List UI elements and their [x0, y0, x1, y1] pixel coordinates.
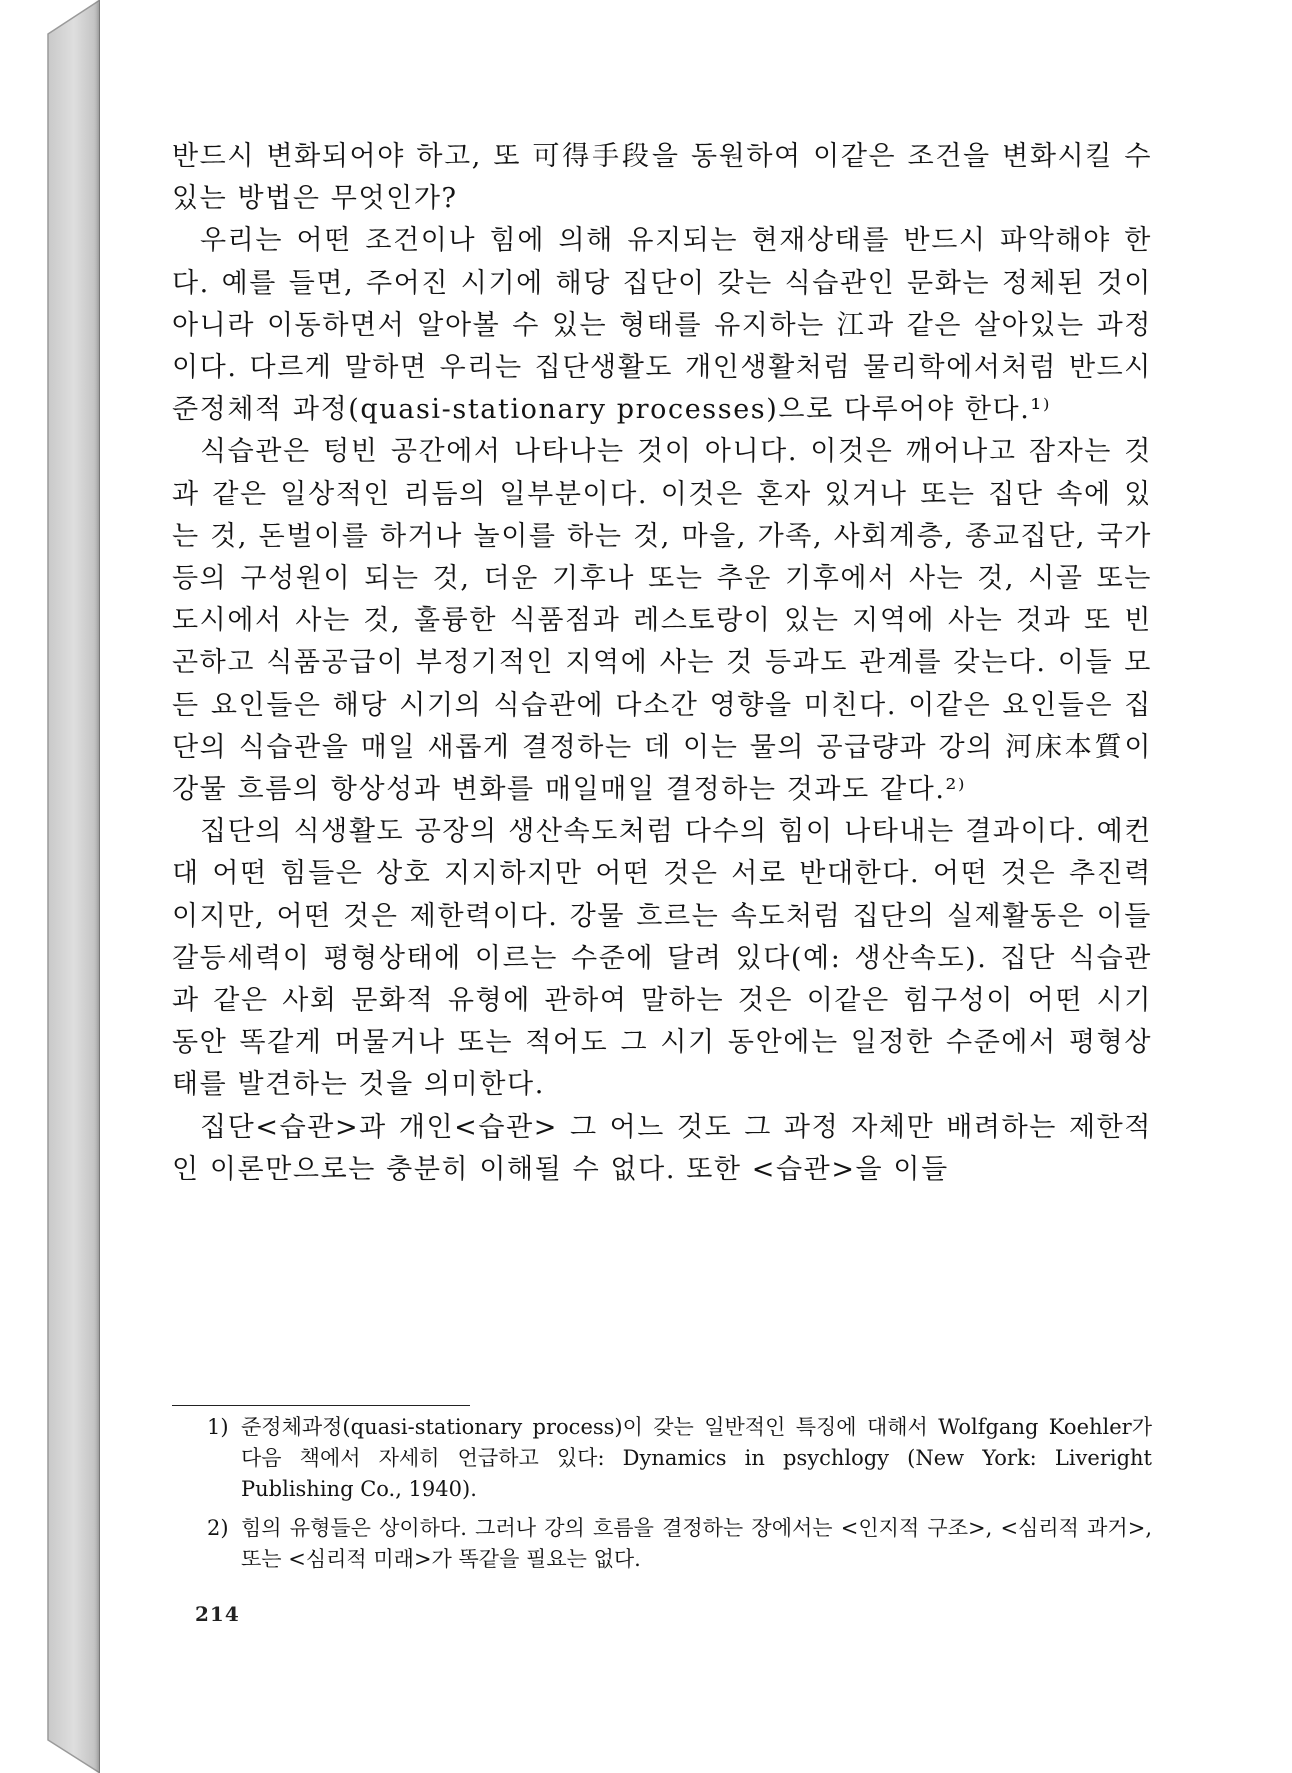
page-number: 214	[195, 1602, 240, 1626]
paragraph: 식습관은 텅빈 공간에서 나타나는 것이 아니다. 이것은 깨어나고 잠자는 것과 같은 일상적인 리듬의 일부분이다. 이것은 혼자 있거나 또는 집단 속에 있는 것, 돈벌이를 하거나 놀이를 하는 것, 마을, 가족, 사회계층, 종교집단, 국가 등의 구성원이 되는 것, 더운 기후나 또는 추운 기후에서 사는 것, 시골 또는 도시에서 사는 것, 훌륭한 식품점과 레스토랑이 있는 지역에 사는 것과 또 빈곤하고 식품공급이 부정기적인 지역에 사는 것 등과도 관계를 갖는다. 이들 모든 요인들은 해당 시기의 식습관에 다소간 영향을 미친다. 이같은 요인들은 집단의 식습관을 매일 새롭게 결정하는 데 이는 물의 공급량과 강의 河床本質이 강물 흐름의 항상성과 변화를 매일매일 결정하는 것과도 같다.²⁾	[172, 436, 1152, 806]
paragraph: 반드시 변화되어야 하고, 또 可得手段을 동원하여 이같은 조건을 변화시킬 수 있는 방법은 무엇인가?	[172, 141, 1152, 215]
footnote-divider	[172, 1405, 470, 1406]
footnote	[207, 1412, 1152, 1505]
paragraph: 집단<습관>과 개인<습관> 그 어느 것도 그 과정 자체만 배려하는 제한적인 이론만으로는 충분히 이해될 수 없다. 또한 <습관>을 이들	[172, 1111, 1152, 1185]
paragraph: 집단의 식생활도 공장의 생산속도처럼 다수의 힘이 나타내는 결과이다. 예컨대 어떤 힘들은 상호 지지하지만 어떤 것은 서로 반대한다. 어떤 것은 추진력이지만, 어떤 것은 제한력이다. 강물 흐르는 속도처럼 집단의 실제활동은 이들 갈등세력이 평형상태에 이르는 수준에 달려 있다(예: 생산속도). 집단 식습관과 같은 사회 문화적 유형에 관하여 말하는 것은 이같은 힘구성이 어떤 시기 동안 똑같게 머물거나 또는 적어도 그 시기 동안에는 일정한 수준에서 평형상태를 발견하는 것을 의미한다.	[172, 816, 1152, 1101]
footnote-text: 힘의 유형들은 상이하다. 그러나 강의 흐름을 결정하는 장에서는 <인지적 구조>, <심리적 과거>, 또는 <심리적 미래>가 똑같을 필요는 없다.	[241, 1516, 1152, 1571]
footnote-number: 1)	[207, 1415, 229, 1439]
footnotes	[207, 1412, 1152, 1583]
body-text	[172, 136, 1152, 1191]
footnote-number: 2)	[207, 1516, 229, 1540]
footnote	[207, 1513, 1152, 1575]
paragraph: 우리는 어떤 조건이나 힘에 의해 유지되는 현재상태를 반드시 파악해야 한다. 예를 들면, 주어진 시기에 해당 집단이 갖는 식습관인 문화는 정체된 것이 아니라 이동하면서 알아볼 수 있는 형태를 유지하는 江과 같은 살아있는 과정이다. 다르게 말하면 우리는 집단생활도 개인생활처럼 물리학에서처럼 반드시 준정체적 과정(quasi-stationary processes)으로 다루어야 한다.¹⁾	[172, 225, 1152, 426]
footnote-text: 준정체과정(quasi-stationary process)이 갖는 일반적인 특징에 대해서 Wolfgang Koehler가 다음 책에서 자세히 언급하고 있다: Dynamics in psychlogy (New York: Liveright Publishing Co., 1940).	[241, 1415, 1152, 1501]
